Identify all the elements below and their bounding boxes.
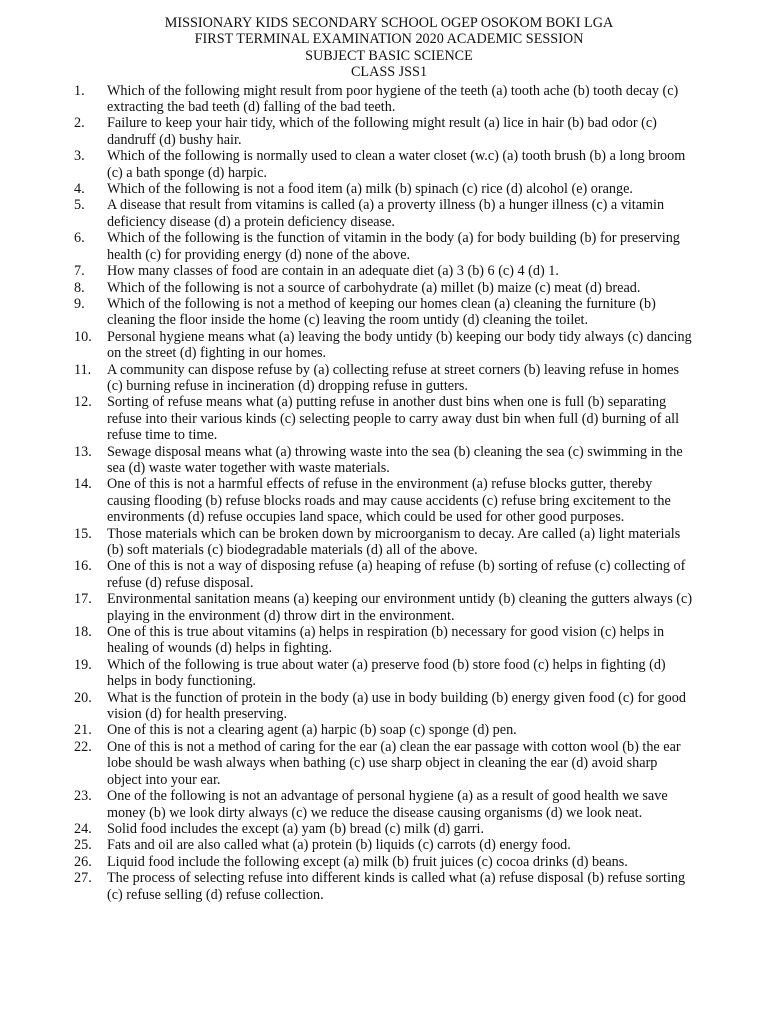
question-number: 13. xyxy=(74,443,92,460)
question-number: 27. xyxy=(74,870,92,887)
question-item xyxy=(0,280,693,296)
question-number: 6. xyxy=(74,230,85,247)
question-item xyxy=(0,739,693,788)
question-number: 2. xyxy=(74,115,85,132)
exam-page xyxy=(0,15,768,903)
question-number: 1. xyxy=(74,82,85,99)
question-text: Sorting of refuse means what (a) putting refuse in another dust bins when one is full (b) separating refuse into their various kinds (c) selecting people to carry away dust bin when full (d) burning of all refuse time to time. xyxy=(107,394,680,444)
question-item xyxy=(0,788,693,821)
question-item xyxy=(0,394,693,443)
question-text: Failure to keep your hair tidy, which of the following might result (a) lice in hair (b) bad odor (c) dandruff (d) bushy hair. xyxy=(107,115,657,148)
question-number: 11. xyxy=(74,361,92,378)
question-item xyxy=(0,197,693,230)
question-text: Which of the following is normally used to clean a water closet (w.c) (a) tooth brush (b) a long broom (c) a bath sponge (d) harpic. xyxy=(107,148,686,181)
question-item xyxy=(0,526,693,559)
question-number: 26. xyxy=(74,853,92,870)
question-text: Liquid food include the following except (a) milk (b) fruit juices (c) cocoa drinks (d) beans. xyxy=(107,853,628,870)
question-text: One of the following is not an advantage of personal hygiene (a) as a result of good health we save money (b) we look dirty always (c) we reduce the disease causing organisms (d) we look neat. xyxy=(107,788,668,821)
question-text: What is the function of protein in the body (a) use in body building (b) energy given food (c) for good vision (d) for health preserving. xyxy=(107,689,686,723)
question-item xyxy=(0,181,693,197)
question-text: One of this is true about vitamins (a) helps in respiration (b) necessary for good vision (c) helps in healing of wounds (d) helps in fighting. xyxy=(107,624,665,657)
question-text: Solid food includes the except (a) yam (b) bread (c) milk (d) garri. xyxy=(107,820,485,837)
question-item xyxy=(0,558,693,591)
question-number: 12. xyxy=(74,394,92,411)
question-text: The process of selecting refuse into different kinds is called what (a) refuse disposal (b) refuse sorting (c) refuse selling (d) refuse collection. xyxy=(107,870,686,903)
question-number: 25. xyxy=(74,837,92,854)
question-item xyxy=(0,329,693,362)
question-item xyxy=(0,83,693,116)
question-number: 8. xyxy=(74,279,85,296)
question-number: 10. xyxy=(74,328,92,345)
question-item xyxy=(0,444,693,477)
question-text: A community can dispose refuse by (a) collecting refuse at street corners (b) leaving refuse in homes (c) burning refuse in incineration (d) dropping refuse in gutters. xyxy=(107,361,680,394)
question-item xyxy=(0,362,693,395)
question-item xyxy=(0,722,693,738)
question-number: 4. xyxy=(74,181,85,198)
question-item xyxy=(0,854,693,870)
question-text: One of this is not a way of disposing refuse (a) heaping of refuse (b) sorting of refuse (c) collecting of refuse (d) refuse disposal. xyxy=(107,558,686,591)
question-number: 14. xyxy=(74,476,92,493)
question-number: 21. xyxy=(74,722,92,739)
question-item xyxy=(0,690,693,723)
question-text: Which of the following might result from poor hygiene of the teeth (a) tooth ache (b) tooth decay (c) extracting the bad teeth (d) falling of the bad teeth. xyxy=(107,82,679,116)
question-text: Those materials which can be broken down by microorganism to decay. Are called (a) light materials (b) soft materials (c) biodegradable materials (d) all of the above. xyxy=(107,525,681,558)
question-list xyxy=(0,83,768,903)
question-item xyxy=(0,837,693,853)
question-text: Which of the following is the function of vitamin in the body (a) for body building (b) for preserving health (c) for providing energy (d) none of the above. xyxy=(107,230,680,263)
question-text: One of this is not a method of caring for the ear (a) clean the ear passage with cotton wool (b) the ear lobe should be wash always when bathing (c) use sharp object in cleaning the ear (d) avoid sharp object into your ear. xyxy=(107,738,681,788)
question-number: 15. xyxy=(74,525,92,542)
subject-line: SUBJECT BASIC SCIENCE xyxy=(305,47,473,64)
exam-title: FIRST TERMINAL EXAMINATION 2020 ACADEMIC SESSION xyxy=(194,31,584,48)
question-text: How many classes of food are contain in an adequate diet (a) 3 (b) 6 (c) 4 (d) 1. xyxy=(107,263,559,280)
question-item xyxy=(0,476,693,525)
question-number: 17. xyxy=(74,591,92,608)
question-item xyxy=(0,230,693,263)
question-item xyxy=(0,870,693,903)
question-number: 23. xyxy=(74,788,92,805)
question-number: 18. xyxy=(74,624,92,641)
question-item xyxy=(0,263,693,279)
question-number: 22. xyxy=(74,738,92,755)
question-number: 7. xyxy=(74,263,85,280)
question-text: Environmental sanitation means (a) keeping our environment untidy (b) cleaning the gutters always (c) playing in the environment (d) throw dirt in the environment. xyxy=(107,591,693,624)
school-name: MISSIONARY KIDS SECONDARY SCHOOL OGEP OSOKOM BOKI LGA xyxy=(164,15,614,31)
question-number: 24. xyxy=(74,820,92,837)
question-item xyxy=(0,624,693,657)
question-item xyxy=(0,296,693,329)
question-item xyxy=(0,591,693,624)
question-item xyxy=(0,148,693,181)
question-text: A disease that result from vitamins is called (a) a proverty illness (b) a hunger illness (c) a vitamin deficiency disease (d) a protein deficiency disease. xyxy=(107,197,665,230)
question-text: Which of the following is not a method of keeping our homes clean (a) cleaning the furniture (b) cleaning the floor inside the home (c) leaving the room untidy (d) cleaning the toilet. xyxy=(107,295,656,329)
question-text: Personal hygiene means what (a) leaving the body untidy (b) keeping our body tidy always (c) dancing on the street (d) fighting in our homes. xyxy=(107,328,692,362)
question-number: 19. xyxy=(74,656,92,673)
question-number: 9. xyxy=(74,295,85,312)
question-text: Fats and oil are also called what (a) protein (b) liquids (c) carrots (d) energy food. xyxy=(107,837,571,854)
question-number: 16. xyxy=(74,558,92,575)
question-text: Which of the following is not a source of carbohydrate (a) millet (b) maize (c) meat (d) bread. xyxy=(107,279,641,296)
question-text: Sewage disposal means what (a) throwing waste into the sea (b) cleaning the sea (c) swimming in the sea (d) waste water together with waste materials. xyxy=(107,443,683,476)
question-text: One of this is not a clearing agent (a) harpic (b) soap (c) sponge (d) pen. xyxy=(107,722,517,739)
question-item xyxy=(0,821,693,837)
question-number: 3. xyxy=(74,148,85,165)
question-number: 20. xyxy=(74,689,92,706)
question-number: 5. xyxy=(74,197,85,214)
class-line: CLASS JSS1 xyxy=(350,64,428,81)
exam-header xyxy=(10,15,768,81)
question-text: Which of the following is not a food item (a) milk (b) spinach (c) rice (d) alcohol (e) orange. xyxy=(107,181,633,198)
question-text: Which of the following is true about water (a) preserve food (b) store food (c) helps in fighting (d) helps in body functioning. xyxy=(107,656,666,690)
question-item xyxy=(0,657,693,690)
question-text: One of this is not a harmful effects of refuse in the environment (a) refuse blocks gutter, thereby causing flooding (b) refuse blocks roads and may cause accidents (c) refuse bring excitement to the environments (d) refuse occupies land space, which could be used for other good purposes. xyxy=(107,476,671,526)
question-item xyxy=(0,115,693,148)
